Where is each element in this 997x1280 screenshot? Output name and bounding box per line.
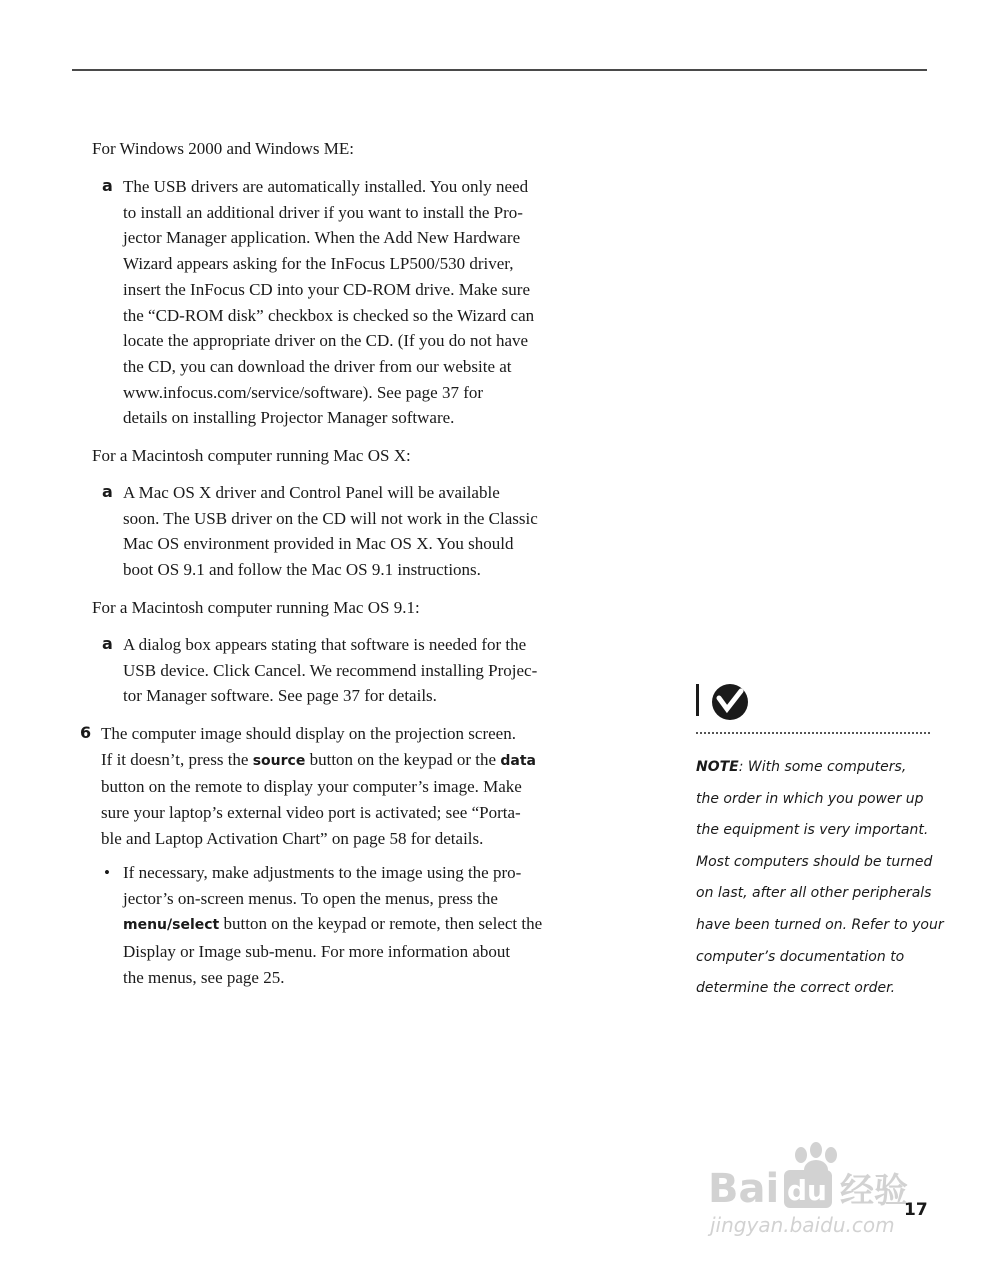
text-line: on last, after all other peripherals (696, 885, 932, 902)
text-line: the order in which you power up (696, 790, 924, 807)
windows-heading: For Windows 2000 and Windows ME: (92, 139, 354, 158)
text-line: www.infocus.com/service/software). See page 37 for (123, 382, 484, 402)
text-line: ble and Laptop Activation Chart” on page 58 for details. (101, 828, 484, 848)
bullet-marker: • (104, 863, 110, 882)
macx-heading: For a Macintosh computer running Mac OS X: (92, 446, 411, 465)
text-line: If it doesn’t, press the source button on the keypad or the data (101, 749, 536, 769)
data-keyword: data (500, 752, 536, 769)
note-label: NOTE (696, 759, 739, 775)
note-icon (696, 682, 756, 722)
text-line: USB device. Click Cancel. We recommend installing Projec- (123, 660, 538, 680)
text-line: boot OS 9.1 and follow the Mac OS 9.1 instructions. (123, 560, 481, 580)
step-6-paragraph (101, 721, 646, 852)
text-line: jector’s on-screen menus. To open the menus, press the (123, 888, 498, 908)
text-line: Most computers should be turned (696, 853, 933, 870)
text-line: NOTE: With some computers, (696, 759, 907, 775)
windows-paragraph (123, 174, 645, 431)
text-line: The computer image should display on the projection screen. (101, 724, 516, 743)
text-line: the CD, you can download the driver from our website at (123, 356, 512, 376)
watermark-brand-du: du (787, 1174, 827, 1207)
text-line: If necessary, make adjustments to the image using the pro- (123, 863, 522, 882)
text-line: button on the remote to display your computer’s image. Make (101, 777, 522, 797)
text-line: A Mac OS X driver and Control Panel will be available (123, 483, 500, 502)
macx-paragraph (123, 480, 645, 583)
watermark-brand: Bai (708, 1166, 780, 1212)
text-line: insert the InFocus CD into your CD-ROM drive. Make sure (123, 279, 531, 299)
watermark-url: jingyan.baidu.com (710, 1213, 895, 1237)
step-number: 6 (80, 723, 92, 742)
text-line: to install an additional driver if you want to install the Pro- (123, 202, 523, 222)
text-line: tor Manager software. See page 37 for details. (123, 686, 437, 706)
text-line: the equipment is very important. (696, 822, 929, 839)
text-line: sure your laptop’s external video port is activated; see “Porta- (101, 803, 521, 823)
mac9-list-marker: a (102, 634, 113, 653)
text-line: Mac OS environment provided in Mac OS X. You should (123, 534, 514, 554)
mac9-paragraph (123, 632, 645, 709)
mac9-heading: For a Macintosh computer running Mac OS 9.1: (92, 598, 420, 617)
text-line: The USB drivers are automatically installed. You only need (123, 177, 529, 196)
text-line: details on installing Projector Manager software. (123, 408, 455, 428)
page-number: 17 (904, 1200, 928, 1220)
text-line: the “CD-ROM disk” checkbox is checked so the Wizard can (123, 305, 535, 325)
bullet-paragraph (123, 860, 645, 991)
text-line: A dialog box appears stating that software is needed for the (123, 635, 527, 654)
text-line: Display or Image sub-menu. For more information about (123, 942, 511, 962)
text-line: locate the appropriate driver on the CD. (If you do not have (123, 331, 529, 351)
text-line: jector Manager application. When the Add New Hardware (123, 228, 521, 248)
watermark-cn: 经验 (840, 1171, 908, 1211)
text-line: menu/select button on the keypad or remote, then select the (123, 914, 543, 934)
macx-list-marker: a (102, 482, 113, 501)
text-line: have been turned on. Refer to your (696, 916, 944, 933)
windows-list-marker: a (102, 176, 113, 195)
header-rule (72, 69, 927, 71)
note-divider (696, 732, 930, 734)
text-line: soon. The USB driver on the CD will not work in the Classic (123, 508, 538, 528)
text-line: the menus, see page 25. (123, 967, 285, 987)
text-line: determine the correct order. (696, 980, 896, 997)
text-line: computer’s documentation to (696, 948, 905, 965)
source-keyword: source (252, 752, 306, 769)
note-sidebar (696, 752, 944, 1005)
text-line: Wizard appears asking for the InFocus LP500/530 driver, (123, 254, 514, 274)
baidu-watermark (706, 1138, 936, 1238)
menu-select-keyword: menu/select (123, 917, 220, 934)
